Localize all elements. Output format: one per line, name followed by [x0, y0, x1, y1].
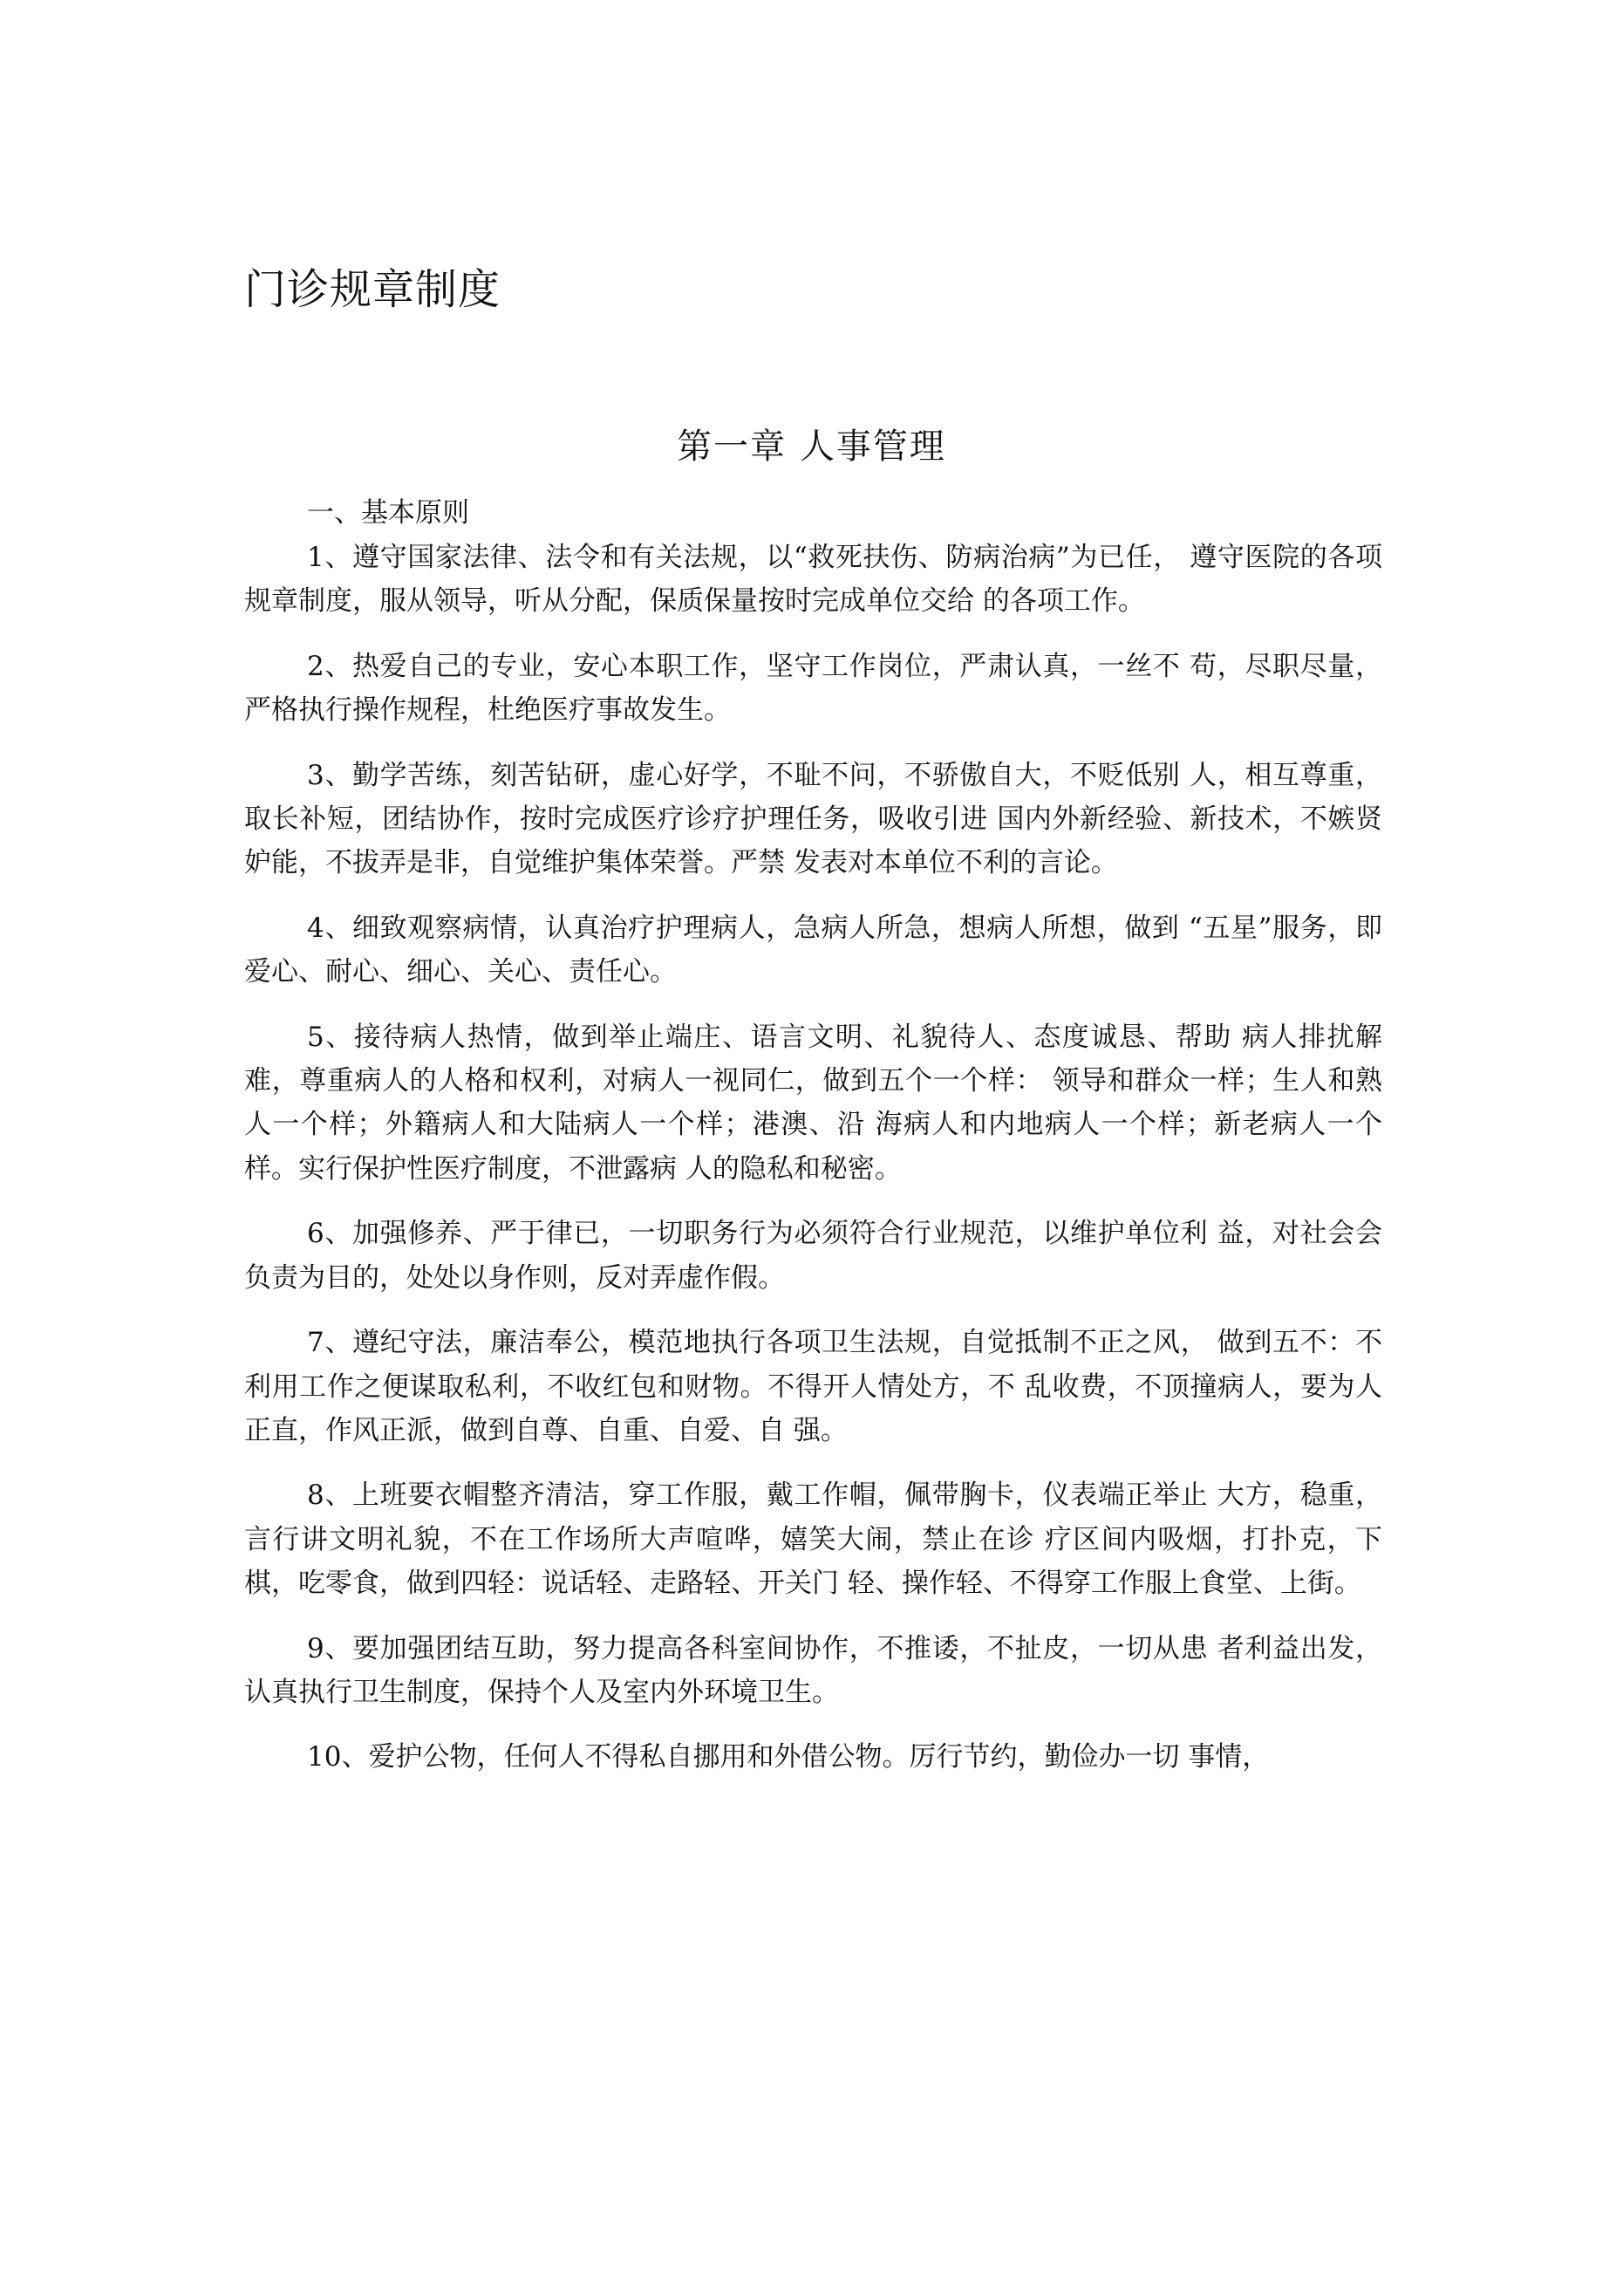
- section-heading: 一、基本原则: [307, 497, 469, 529]
- paragraph-10: 10、爱护公物，任何人不得私自挪用和外借公物。厉行节约，勤俭办一切 事情，: [307, 1741, 1270, 1773]
- paragraph-9: 9、要加强团结互助，努力提高各科室间协作，不推诿，不扯皮，一切从患 者利益出发，认真执行卫生制度，保持个人及室内外环境卫生。: [244, 1632, 1382, 1708]
- paragraph-8: 8、上班要衣帽整齐清洁，穿工作服，戴工作帽，佩带胸卡，仪表端正举止 大方，稳重，言行讲文明礼貌，不在工作场所大声喧哗，嬉笑大闹，禁止在诊 疗区间内吸烟，打扑克，下棋，吃零食，做到四轻：说话轻、走路轻、开关门 轻、操作轻、不得穿工作服上食堂、上街。: [244, 1479, 1382, 1600]
- paragraph-3: 3、勤学苦练，刻苦钻研，虚心好学，不耻不问，不骄傲自大，不贬低别 人，相互尊重，取长补短，团结协作，按时完成医疗诊疗护理任务，吸收引进 国内外新经验、新技术，不嫉贤妒能，不拔弄是非，自觉维护集体荣誉。严禁 发表对本单位不利的言论。: [244, 759, 1382, 879]
- paragraph-2: 2、热爱自己的专业，安心本职工作，坚守工作岗位，严肃认真，一丝不 苟，尽职尽量，严格执行操作规程，杜绝医疗事故发生。: [244, 650, 1382, 727]
- paragraph-6: 6、加强修养、严于律已，一切职务行为必须符合行业规范，以维护单位利 益，对社会会负责为目的，处处以身作则，反对弄虚作假。: [244, 1218, 1382, 1294]
- paragraph-1: 1、遵守国家法律、法令和有关法规，以“救死扶伤、防病治病”为已任， 遵守医院的各项规章制度，服从领导，听从分配，保质保量按时完成单位交给 的各项工作。: [244, 542, 1382, 618]
- chapter-title: 第一章 人事管理: [677, 427, 946, 467]
- paragraph-7: 7、遵纪守法，廉洁奉公，模范地执行各项卫生法规，自觉抵制不正之风， 做到五不：不利用工作之便谋取私利，不收红包和财物。不得开人情处方，不 乱收费，不顶撞病人，要为人正直，作风正派，做到自尊、自重、自爱、自 强。: [244, 1327, 1382, 1446]
- document-title: 门诊规章制度: [244, 265, 501, 314]
- paragraph-5: 5、接待病人热情，做到举止端庄、语言文明、礼貌待人、态度诚恳、帮助 病人排扰解难，尊重病人的人格和权利，对病人一视同仁，做到五个一个样： 领导和群众一样；生人和熟人一个样；外籍病人和大陆病人一个样；港澳、沿 海病人和内地病人一个样；新老病人一个样。实行保护性医疗制度，不泄露病 人的隐私和秘密。: [244, 1021, 1382, 1185]
- paragraph-4: 4、细致观察病情，认真治疗护理病人，急病人所急，想病人所想，做到 “五星”服务，即爱心、耐心、细心、关心、责任心。: [244, 912, 1382, 988]
- document-body: [244, 536, 1382, 1801]
